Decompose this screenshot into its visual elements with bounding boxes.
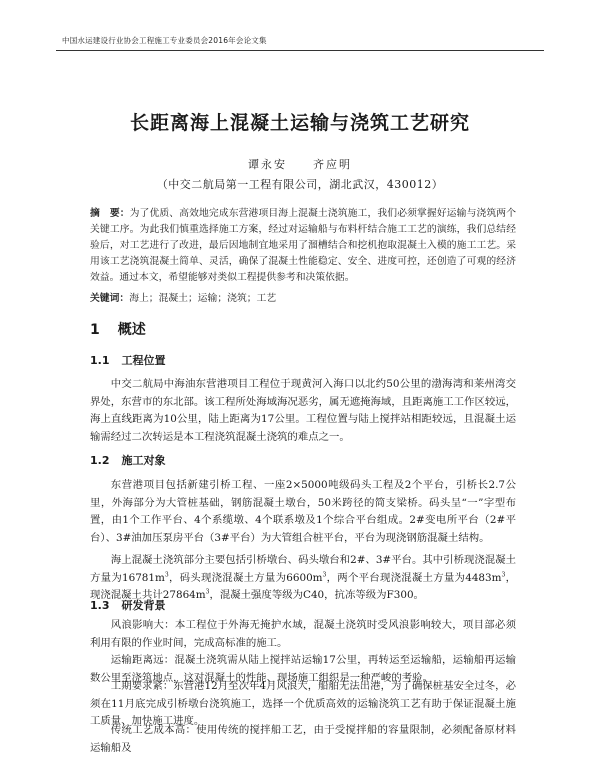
authors: 谭永安 齐应明 <box>248 158 352 171</box>
paragraph-wind-waves: 风浪影响大：本工程位于外海无掩护水域，混凝土浇筑时受风浪影响较大，项目部必须利用有限的作业时间，完成高标准的施工。 <box>90 619 516 649</box>
paragraph-location: 中交二航局中海油东营港项目工程位于现黄河入海口以北约50公里的渤海湾和莱州湾交界处，东营市的东北部。该工程所处海域海况恶劣，属无遮掩海域，且距离施工工作区较远，海上直线距离为10公里，陆上距离为17公里。工程位置与陆上搅拌站相距较远，且混凝土运输需经过二次转运是本工程浇筑混凝土浇筑的难点之一。 <box>90 378 517 443</box>
paragraph-schedule: 工期要求紧：东营港12月至次年4月风浪大，船舶无法出港，为了确保桩基安全过冬，必须在11月底完成引桥墩台浇筑施工，选择一个优质高效的运输浇筑工艺有助于保证混凝土施工质量、加快施工进度。 <box>90 680 516 727</box>
superscript: 3 <box>501 571 506 579</box>
text-fragment: ，两个平台现浇混凝土方量为4483m <box>326 571 502 584</box>
affiliation: （中交二航局第一工程有限公司，湖北武汉，430012） <box>156 178 444 191</box>
section-heading-1 <box>90 319 146 339</box>
subsection-number: 1.2 <box>90 454 110 467</box>
abstract-text: 为了优质、高效地完成东营港项目海上混凝土浇筑施工，我们必须掌握好运输与浇筑两个关键工序。为此我们慎重选择施工方案，经过对运输船与布料杆结合施工工艺的演练，我们总结经验后，对工艺进行了改进，最后因地制宜地采用了溜槽结合和挖机抱取混凝土入模的施工工艺。采用该工艺浇筑混凝土简单、灵活，确保了混凝土性能稳定、安全、进度可控，还创造了可观的经济效益。通过本文，希望能够对类似工程提供参考和决策依据。 <box>90 208 517 283</box>
text-fragment: ，混凝土强度等级为C40，抗冻等级为F300。 <box>209 589 424 601</box>
paper-title: 长距离海上混凝土运输与浇筑工艺研究 <box>129 112 470 134</box>
subsection-heading-1-1 <box>90 352 166 368</box>
subsection-title: 施工对象 <box>121 454 166 467</box>
superscript: 3 <box>164 571 169 579</box>
subsection-heading-1-3 <box>90 597 166 613</box>
subsection-heading-1-2 <box>90 452 166 468</box>
paragraph-construction-objects: 东营港项目包括新建引桥工程、一座2×5000吨级码头工程及2个平台，引桥长2.7公里，外海部分为大管桩基础，钢筋混凝土墩台，50米跨径的简支梁桥。码头呈“一”字型布置，由1个工作平台、4个系缆墩、4个联系墩及1个综合平台组成。2#变电所平台（2#平台）、3#油加压泵房平台（3#平台）为大管组合桩平台，平台为现浇钢筋混凝土结构。 <box>90 479 516 544</box>
subsection-title: 研发背景 <box>121 599 166 612</box>
abstract-label: 摘 要： <box>90 208 130 219</box>
text-fragment: ，码头现浇混凝土方量为6600m <box>168 571 323 584</box>
running-head: 中国水运建设行业协会工程施工专业委员会2016年会论文集 <box>62 36 267 45</box>
text-fragment: ，现浇混凝土共计27864m <box>90 571 517 601</box>
superscript: 3 <box>322 571 327 579</box>
superscript: 3 <box>205 588 210 596</box>
abstract <box>90 206 516 286</box>
paragraph-transport-distance: 运输距离远：混凝土浇筑需从陆上搅拌站运输17公里，再转运至运输船，运输船再运输数公里至浇筑地点，这对混凝土的性能、现场施工组织是一种严峻的考验。 <box>90 654 516 684</box>
section-title: 概述 <box>117 322 146 338</box>
keywords-label: 关键词： <box>90 293 130 304</box>
header-rule <box>56 50 544 51</box>
paragraph-traditional-cost: 传统工艺成本高：使用传统的搅拌船工艺，由于受搅拌船的容量限制，必须配备原材料运输船及 <box>90 724 516 754</box>
section-number: 1 <box>90 322 100 338</box>
subsection-number: 1.3 <box>90 599 110 612</box>
keywords <box>90 290 516 304</box>
keywords-text: 海上；混凝土；运输；浇筑；工艺 <box>129 293 277 304</box>
subsection-number: 1.1 <box>90 354 110 367</box>
text-fragment: 海上混凝土浇筑部分主要包括引桥墩台、码头墩台和2#、3#平台。其中引桥现浇混凝土方量为16781m <box>90 554 516 584</box>
subsection-title: 工程位置 <box>121 354 166 367</box>
